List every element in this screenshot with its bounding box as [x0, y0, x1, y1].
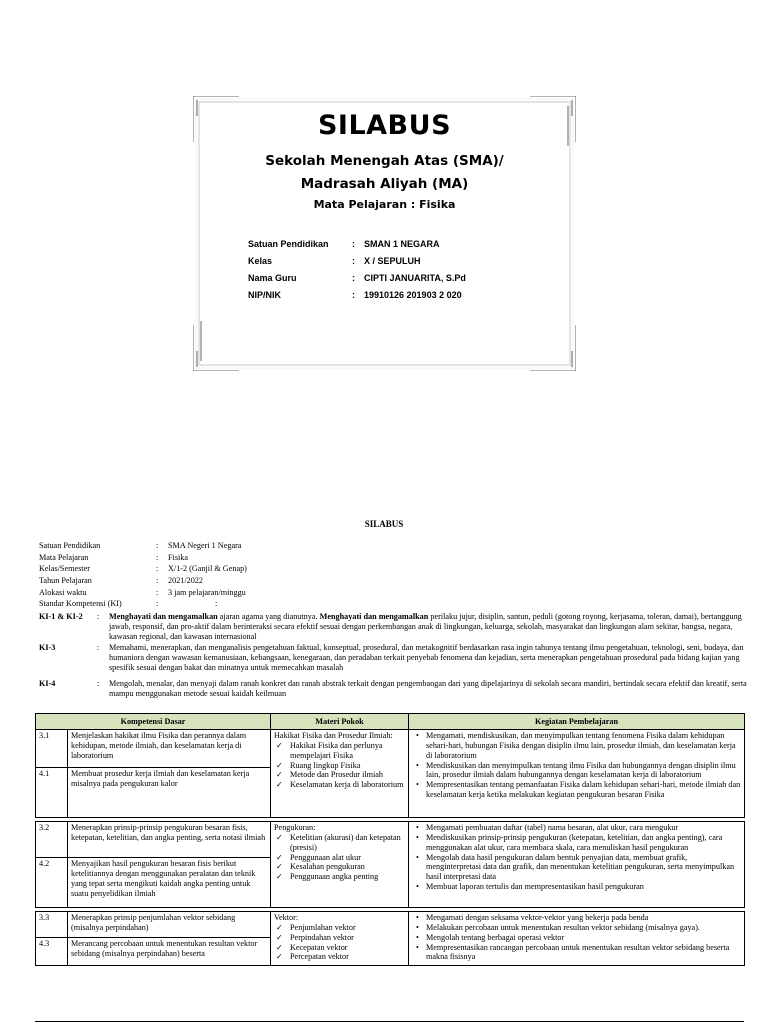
kd-number: 3.1	[36, 730, 68, 768]
check-icon: ✓	[276, 942, 283, 952]
list-item	[416, 780, 741, 800]
check-icon: ✓	[276, 932, 283, 942]
materi-title: Vektor:	[274, 913, 299, 922]
meta-row	[39, 575, 439, 587]
materi-item: Keselamatan kerja di laboratorium	[290, 780, 404, 790]
bullet-icon: •	[416, 780, 419, 790]
ki-3	[39, 643, 751, 673]
ki-label: KI-4	[39, 679, 56, 688]
footer-rule	[35, 1021, 744, 1022]
meta-row	[39, 540, 439, 552]
bullet-icon: •	[416, 882, 419, 892]
bullet-icon: •	[416, 942, 419, 952]
list-item	[276, 770, 405, 780]
cover-info-row	[248, 252, 548, 269]
cover-info-label: Kelas	[248, 255, 273, 266]
kegiatan-item: Mengamati pembuatan daftar (tabel) nama besaran, alat ukur, cara mengukur	[426, 823, 679, 832]
ki-text-part: perilaku jujur, disiplin, santun, peduli (gotong royong, kerjasama, toleran, damai), bertanggung jawab, responsif, dan pro-aktif dalam berinteraksi secara efektif sesuai dengan perkembangan anak di lingkungan, keluarga, sekolah, masyarakat dan lingkungan alam sekitar, bangsa, negara, kawasan regional, dan kawasan internasional	[109, 612, 742, 641]
cover-info-label: Satuan Pendidikan	[248, 238, 329, 249]
header-kompetensi-dasar: Kompetensi Dasar	[36, 714, 271, 730]
list-item	[416, 943, 741, 963]
bullet-icon: •	[416, 823, 419, 832]
materi-cell	[271, 912, 409, 966]
check-icon: ✓	[276, 760, 283, 770]
materi-list	[274, 833, 405, 882]
meta-value: 2021/2022	[168, 575, 204, 585]
kd-text: Menerapkan prinsip-prinsip pengukuran besaran fisis, ketepatan, ketelitian, dan angka penting, serta notasi ilmiah	[68, 822, 271, 858]
materi-title: Hakikat Fisika dan Prosedur Ilmiah:	[274, 731, 393, 740]
ki-sep: :	[97, 643, 100, 652]
bullet-icon: •	[416, 922, 419, 932]
kd-text: Membuat prosedur kerja ilmiah dan keselamatan kerja misalnya pada pengukuran kalor	[68, 768, 271, 818]
list-item	[416, 761, 741, 781]
meta-value: :	[215, 599, 218, 609]
meta-sep: :	[156, 575, 159, 585]
syllabus-table	[35, 713, 745, 966]
meta-row	[39, 552, 439, 564]
kd-text: Merancang percobaan untuk menentukan resultan vektor sebidang (misalnya perpindahan) beserta	[68, 938, 271, 966]
list-item	[416, 882, 741, 892]
check-icon: ✓	[276, 770, 283, 780]
ki-text-part: ajaran agama yang dianutnya.	[217, 612, 320, 621]
kegiatan-item: Mendiskusikan prinsip-prinsip pengukuran (ketepatan, ketelitian, dan angka penting), cara menggunakan alat ukur, cara membaca skala, cara menuliskan hasil pengukuran	[426, 832, 723, 852]
check-icon: ✓	[276, 832, 283, 842]
cover-info-row	[248, 286, 548, 303]
meta-row	[39, 598, 439, 610]
cover-info-value: X / SEPULUH	[364, 255, 421, 266]
cover-info-sep: :	[352, 238, 355, 249]
materi-item: Penggunaan alat ukur	[290, 852, 361, 862]
ki-text: Mengolah, menalar, dan menyaji dalam ranah konkret dan ranah abstrak terkait dengan pengembangan dari yang dipelajarinya di sekolah secara mandiri, bertindak secara efektif dan kreatif, serta mampu menggunakan metode sesuai kaidah keilmuan	[109, 679, 747, 698]
meta-value: 3 jam pelajaran/minggu	[168, 587, 246, 597]
ki-text-bold: Menghayati dan mengamalkan	[109, 612, 218, 621]
kegiatan-item: Mempresentasikan tentang pemanfaatan Fisika dalam kehidupan sehari-hari, metode ilmiah dan keselamatan kerja ketika melakukan kegiatan pengukuran besaran Fisika	[426, 780, 741, 800]
cover-info-label: Nama Guru	[248, 272, 297, 283]
cover-info-sep: :	[352, 289, 355, 300]
materi-item: Penjumlahan vektor	[290, 922, 356, 932]
check-icon: ✓	[276, 780, 283, 790]
list-item	[416, 923, 741, 933]
kegiatan-list	[412, 913, 741, 962]
kegiatan-list	[412, 823, 741, 892]
table-header-row	[36, 714, 745, 730]
list-item	[276, 833, 405, 853]
cover-title: SILABUS	[317, 110, 452, 141]
cover-info-sep: :	[352, 255, 355, 266]
kd-number: 4.2	[36, 858, 68, 908]
table-row	[36, 822, 745, 858]
meta-label: Satuan Pendidikan	[39, 540, 101, 550]
list-item	[416, 853, 741, 883]
list-item	[276, 862, 405, 872]
kegiatan-item: Mengolah tentang berbagai operasi vektor	[426, 932, 565, 942]
list-item	[416, 823, 741, 833]
meta-sep: :	[156, 552, 159, 562]
list-item	[276, 761, 405, 771]
kd-number: 4.3	[36, 938, 68, 966]
meta-sep: :	[156, 540, 159, 550]
materi-item: Ketelitian (akurasi) dan ketepatan (presisi)	[290, 832, 401, 852]
header-kegiatan: Kegiatan Pembelajaran	[409, 714, 745, 730]
bullet-icon: •	[416, 852, 419, 862]
check-icon: ✓	[276, 922, 283, 932]
list-item	[276, 952, 405, 962]
ki-sep: :	[97, 679, 100, 688]
list-item	[416, 833, 741, 853]
kd-number: 3.2	[36, 822, 68, 858]
list-item	[276, 741, 405, 761]
cover-info	[248, 235, 548, 303]
check-icon: ✓	[276, 852, 283, 862]
ki-label: KI-1 & KI-2	[39, 612, 83, 621]
kegiatan-list	[412, 731, 741, 800]
bullet-icon: •	[416, 832, 419, 842]
materi-item: Ruang lingkup Fisika	[290, 760, 361, 770]
check-icon: ✓	[276, 862, 283, 872]
kegiatan-item: Membuat laporan tertulis dan mempresentasikan hasil pengukuran	[426, 882, 644, 892]
meta-label: Mata Pelajaran	[39, 552, 89, 562]
materi-item: Hakikat Fisika dan perlunya mempelajari Fisika	[290, 740, 383, 760]
cover-info-value: CIPTI JANUARITA, S.Pd	[364, 272, 466, 283]
check-icon: ✓	[276, 740, 283, 750]
materi-list	[274, 741, 405, 790]
bullet-icon: •	[416, 731, 419, 740]
list-item	[416, 913, 741, 923]
meta-row	[39, 587, 439, 599]
materi-item: Metode dan Prosedur ilmiah	[290, 770, 384, 780]
cover-info-row	[248, 235, 548, 252]
list-item	[416, 933, 741, 943]
meta-label: Tahun Pelajaran	[39, 575, 92, 585]
bullet-icon: •	[416, 932, 419, 942]
cover-info-label: NIP/NIK	[248, 289, 282, 300]
kegiatan-item: Mempresentasikan rancangan percobaan untuk menentukan resultan vektor sebidang beserta makna fisisnya	[426, 942, 730, 962]
check-icon: ✓	[276, 952, 283, 962]
cover-info-value: SMAN 1 NEGARA	[364, 238, 440, 249]
meta-sep: :	[156, 564, 159, 574]
kegiatan-item: Mengamati dengan seksama vektor-vektor yang bekerja pada benda	[426, 913, 649, 922]
kegiatan-item: Mengolah data hasil pengukuran dalam bentuk penyajian data, membuat grafik, menginterpretasi data dan grafik, dan menentukan ketelitian pengukuran, serta menyimpulkan hasil interpretasi data	[426, 852, 735, 882]
kegiatan-cell	[409, 822, 745, 908]
ki-sep: :	[97, 612, 100, 621]
kd-number: 3.3	[36, 912, 68, 938]
bullet-icon: •	[416, 760, 419, 770]
ki-1-2	[39, 612, 751, 642]
kd-number: 4.1	[36, 768, 68, 818]
kegiatan-cell	[409, 912, 745, 966]
kegiatan-item: Mendiskusikan dan menyimpulkan tentang ilmu Fisika dan hubungannya dengan disiplin ilmu lain, prosedur ilmiah dalam hubungannya dengan keselamatan kerja di laboratorium	[426, 760, 736, 780]
meta-label: Standar Kompetensi (KI)	[39, 599, 122, 609]
materi-list	[274, 923, 405, 962]
meta-sep: :	[156, 599, 159, 609]
list-item	[416, 731, 741, 761]
meta-value: SMA Negeri 1 Negara	[168, 540, 242, 550]
materi-title: Pengukuran:	[274, 823, 316, 832]
materi-cell	[271, 730, 409, 818]
kegiatan-item: Mengamati, mendiskusikan, dan menyimpulkan tentang fenomena Fisika dalam kehidupan sehari-hari, hubungan Fisika dengan disiplin ilmu lain, prosedur ilmiah, dan keselamatan kerja di laboratorium	[426, 731, 736, 760]
kd-text: Menjelaskan hakikat ilmu Fisika dan perannya dalam kehidupan, metode ilmiah, dan keselamatan kerja di laboratorium	[68, 730, 271, 768]
ki-text	[109, 612, 751, 642]
ki-4	[39, 679, 751, 699]
ki-text: Memahami, menerapkan, dan menganalisis pengetahuan faktual, konseptual, prosedural, dan metakognitif berdasarkan rasa ingin tahunya tentang ilmu pengetahuan, teknologi, seni, budaya, dan humaniora dengan wawasan kemanusiaan, kebangsaan, kenegaraan, dan peradaban terkait penyebab fenomena dan kejadian, serta menerapkan pengetahuan prosedural pada bidang kajian yang spesifik sesuai dengan bakat dan minatnya untuk memecahkan masalah	[109, 643, 744, 672]
meta-sep: :	[156, 587, 159, 597]
materi-item: Penggunaan angka penting	[290, 872, 379, 882]
list-item	[276, 923, 405, 933]
table-row	[36, 912, 745, 938]
meta-row	[39, 563, 439, 575]
cover-school-line1: Sekolah Menengah Atas (SMA)/	[265, 153, 504, 169]
list-item	[276, 872, 405, 882]
list-item	[276, 780, 405, 790]
kegiatan-cell	[409, 730, 745, 818]
meta-value: Fisika	[168, 552, 189, 562]
ki-label: KI-3	[39, 643, 56, 652]
cover-page	[193, 96, 576, 371]
kegiatan-item: Melakukan percobaan untuk menentukan resultan vektor sebidang (misalnya gaya).	[426, 922, 700, 932]
meta-label: Kelas/Semester	[39, 564, 90, 574]
check-icon: ✓	[276, 872, 283, 882]
table-row	[36, 730, 745, 768]
cover-info-row	[248, 269, 548, 286]
materi-item: Kecepatan vektor	[290, 942, 348, 952]
syllabus-meta	[39, 540, 439, 610]
ki-text-bold: Menghayati dan mengamalkan	[319, 612, 429, 621]
list-item	[276, 933, 405, 943]
materi-item: Percepatan vektor	[290, 952, 349, 962]
cover-info-sep: :	[352, 272, 355, 283]
kd-text: Menyajikan hasil pengukuran besaran fisis berikut ketelitiannya dengan menggunakan peralatan dan teknik yang tepat serta mengikuti kaidah angka penting untuk suatu penyelidikan ilmiah	[68, 858, 271, 908]
cover-info-value: 19910126 201903 2 020	[364, 289, 462, 300]
syllabus-title: SILABUS	[364, 519, 404, 529]
materi-cell	[271, 822, 409, 908]
list-item	[276, 853, 405, 863]
cover-subject: Mata Pelajaran : Fisika	[313, 198, 456, 211]
header-materi-pokok: Materi Pokok	[271, 714, 409, 730]
bullet-icon: •	[416, 913, 419, 922]
meta-value: X/1-2 (Ganjil & Genap)	[168, 564, 247, 574]
meta-label: Alokasi waktu	[39, 587, 87, 597]
materi-item: Kesalahan pengukuran	[290, 862, 365, 872]
materi-item: Perpindahan vektor	[290, 932, 354, 942]
kd-text: Menerapkan prinsip penjumlahan vektor sebidang (misalnya perpindahan)	[68, 912, 271, 938]
list-item	[276, 943, 405, 953]
cover-school-line2: Madrasah Aliyah (MA)	[300, 176, 469, 192]
